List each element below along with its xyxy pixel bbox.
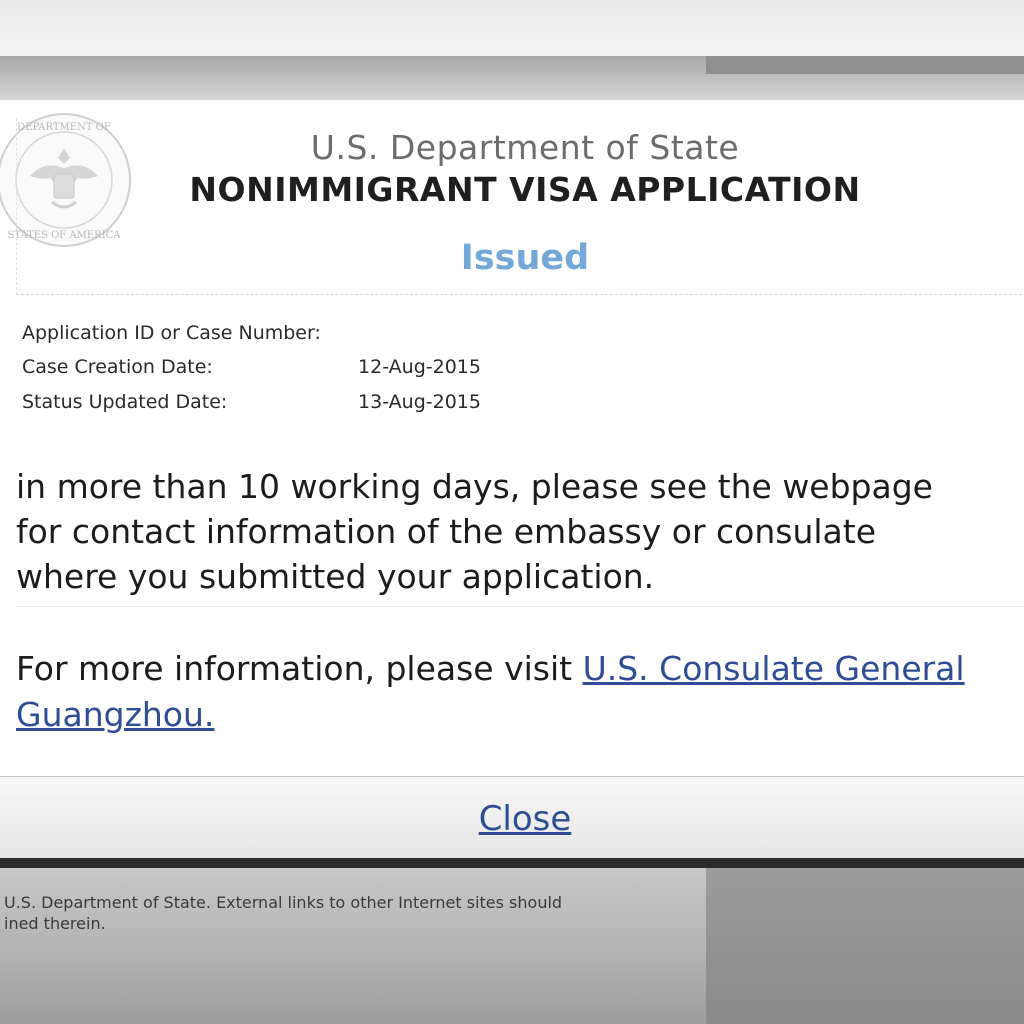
application-title: NONIMMIGRANT VISA APPLICATION: [189, 170, 861, 209]
footer-disclaimer: [4, 892, 694, 934]
svg-text:DEPARTMENT OF: DEPARTMENT OF: [17, 122, 111, 133]
field-application-id: [22, 322, 358, 344]
field-value: 13-Aug-2015: [358, 391, 481, 413]
page-footer: [0, 868, 1024, 1024]
overlay-band-dark: [706, 56, 1024, 74]
field-value: 12-Aug-2015: [358, 356, 481, 378]
visa-status-dialog: [0, 100, 1024, 776]
field-label: Case Creation Date:: [22, 356, 213, 378]
overlay-band: [0, 56, 1024, 104]
more-info-prefix: For more information, please visit: [16, 649, 583, 688]
field-label: Status Updated Date:: [22, 391, 228, 413]
consulate-link[interactable]: U.S. Consulate General: [582, 649, 965, 688]
page-footer-dark: [706, 868, 1024, 1024]
dialog-footer: [0, 776, 1024, 859]
status-message: [16, 464, 1016, 599]
field-label: Application ID or Case Number:: [22, 322, 321, 344]
dialog-shadow: [0, 858, 1024, 868]
close-button[interactable]: Close: [478, 799, 572, 839]
message-line: in more than 10 working days, please see the webpage: [16, 467, 933, 506]
field-case-creation-date: [22, 356, 481, 378]
disclaimer-line: ined therein.: [4, 914, 106, 933]
field-status-updated-date: [22, 391, 481, 413]
svg-text:STATES OF AMERICA: STATES OF AMERICA: [7, 230, 121, 241]
more-info-text: [16, 646, 1024, 738]
disclaimer-line: U.S. Department of State. External links to other Internet sites should: [4, 893, 563, 912]
divider: [16, 606, 1024, 607]
browser-top-strip: [0, 0, 1024, 58]
message-line: where you submitted your application.: [16, 557, 655, 596]
message-line: for contact information of the embassy or consulate: [16, 512, 876, 551]
consulate-link-continued[interactable]: Guangzhou.: [16, 695, 215, 734]
status-badge: Issued: [460, 238, 590, 278]
department-name: U.S. Department of State: [310, 128, 740, 167]
